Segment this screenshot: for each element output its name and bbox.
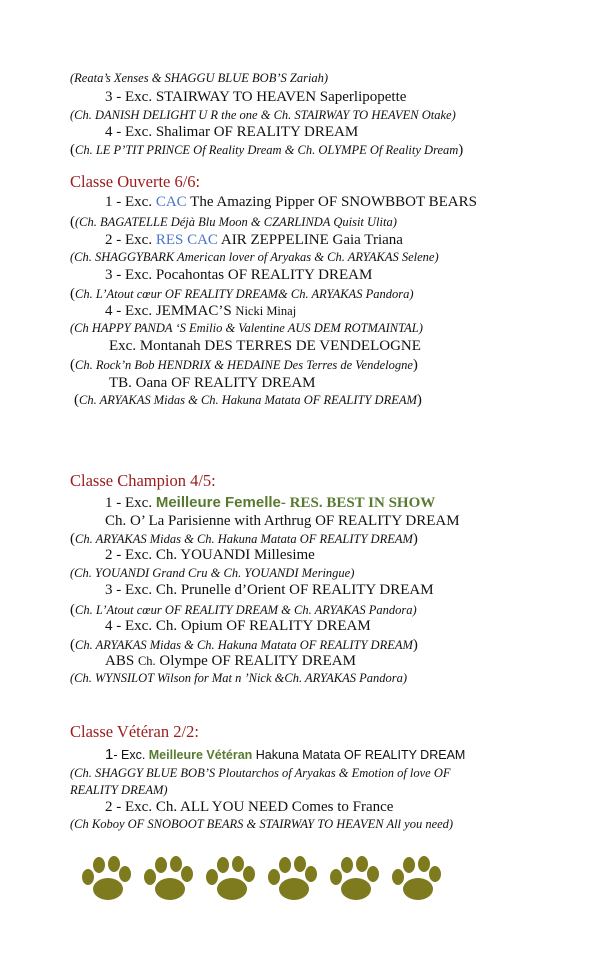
text-segment: ( [70, 602, 75, 618]
text-segment: 3 - Exc. Ch. Prunelle d’Orient OF REALITY DREAM [105, 582, 434, 598]
text-segment: ( [70, 142, 75, 158]
text-segment: 3 - Exc. Pocahontas OF REALITY DREAM [105, 267, 373, 283]
text-segment: Olympe OF REALITY DREAM [155, 653, 356, 669]
text-segment: RES. BEST IN SHOW [289, 495, 436, 511]
text-segment: Ch. [137, 654, 156, 668]
text-segment: Ch. L’Atout cœur OF REALITY DREAM& Ch. ARYAKAS Pandora) [75, 287, 414, 301]
parentage-line [70, 818, 453, 831]
entry-line [105, 233, 403, 248]
text-segment: Classe Champion 4/5: [70, 471, 216, 490]
parentage-line [70, 322, 423, 335]
text-segment: 4 - Exc. Ch. Opium OF REALITY DREAM [105, 618, 371, 634]
paw-print-row [72, 855, 444, 903]
text-segment: ( [70, 637, 75, 653]
entry-line [105, 654, 356, 669]
entry-line [105, 268, 372, 283]
text-segment: RES CAC [155, 232, 218, 248]
parentage-line [70, 603, 417, 618]
text-segment: 3 - Exc. STAIRWAY TO HEAVEN Saperlipopette [105, 89, 407, 105]
text-segment: ( [70, 286, 75, 302]
class-heading [70, 724, 199, 741]
text-segment: 2 - Exc. [105, 232, 156, 248]
parentage-line [70, 109, 456, 122]
entry-line [105, 90, 406, 105]
text-segment: Classe Ouverte 6/6: [70, 172, 201, 191]
text-segment: ) [412, 357, 418, 373]
parentage-line [70, 567, 354, 580]
text-segment: ( [74, 392, 79, 408]
text-segment: ) [412, 637, 418, 653]
parentage-line [74, 393, 422, 408]
text-segment: Meilleure Vétéran [148, 748, 253, 762]
entry-line [109, 376, 316, 391]
entry-line [105, 747, 465, 762]
text-segment: - Exc. [113, 748, 149, 762]
text-segment: 1 - Exc. [105, 495, 156, 511]
entry-line [105, 583, 434, 598]
parentage-line [70, 358, 418, 373]
text-segment: Nicki Minaj [235, 304, 297, 318]
entry-line [105, 195, 477, 210]
text-segment: ) [412, 531, 418, 547]
parentage-line [70, 215, 397, 230]
paw-prints [72, 855, 444, 903]
text-segment: CAC [155, 194, 187, 210]
parentage-line [70, 251, 439, 264]
text-segment: Ch. LE P’TIT PRINCE Of Reality Dream & Ch. OLYMPE Of Reality Dream [75, 143, 459, 157]
parentage-line [70, 784, 168, 797]
parentage-line [70, 532, 418, 547]
paw-print-icon [268, 856, 317, 900]
entry-line [105, 514, 460, 529]
text-segment: Classe Vétéran 2/2: [70, 722, 199, 741]
entry-line [105, 125, 358, 140]
text-segment: REALITY DREAM) [70, 783, 168, 797]
entry-line [105, 304, 296, 319]
text-segment: Hakuna Matata OF REALITY DREAM [252, 748, 466, 762]
class-heading [70, 174, 200, 191]
text-segment: (Ch. DANISH DELIGHT U R the one & Ch. STAIRWAY TO HEAVEN Otake) [70, 108, 456, 122]
text-segment: ) [416, 392, 422, 408]
text-segment: ( [70, 214, 75, 230]
parentage-line [70, 638, 418, 653]
text-segment: Meilleure Femelle [155, 494, 281, 511]
parentage-line [70, 72, 328, 85]
parentage-line [70, 672, 407, 685]
text-segment: Ch. ARYAKAS Midas & Ch. Hakuna Matata OF REALITY DREAM [75, 532, 413, 546]
paw-print-icon [392, 856, 441, 900]
text-segment: - [280, 495, 290, 511]
text-segment: 4 - Exc. Shalimar OF REALITY DREAM [105, 124, 359, 140]
class-heading [70, 473, 216, 490]
text-segment: (Ch HAPPY PANDA ‘S Emilio & Valentine AUS DEM ROTMAINTAL) [70, 321, 423, 335]
paw-print-icon [330, 856, 379, 900]
entry-line [105, 495, 435, 511]
entry-line [105, 548, 315, 563]
text-segment: Ch. ARYAKAS Midas & Ch. Hakuna Matata OF REALITY DREAM [79, 393, 417, 407]
entry-line [105, 619, 371, 634]
text-segment: 1 [105, 746, 114, 763]
text-segment: (Ch. SHAGGYBARK American lover of Aryakas & Ch. ARYAKAS Selene) [70, 250, 439, 264]
text-segment: Exc. Montanah DES TERRES DE VENDELOGNE [109, 338, 421, 354]
text-segment: (Ch. WYNSILOT Wilson for Mat n ’Nick &Ch. ARYAKAS Pandora) [70, 671, 407, 685]
text-segment: (Ch. YOUANDI Grand Cru & Ch. YOUANDI Meringue) [70, 566, 355, 580]
text-segment: 2 - Exc. Ch. ALL YOU NEED Comes to France [105, 799, 394, 815]
parentage-line [70, 767, 451, 780]
text-segment: 2 - Exc. Ch. YOUANDI Millesime [105, 547, 315, 563]
text-segment: (Ch. BAGATELLE Déjà Blu Moon & CZARLINDA Quisit Ulita) [75, 215, 397, 229]
parentage-line [70, 143, 463, 158]
entry-line [109, 339, 421, 354]
text-segment: (Ch Koboy OF SNOBOOT BEARS & STAIRWAY TO HEAVEN All you need) [70, 817, 454, 831]
entry-line [105, 800, 393, 815]
text-segment: (Ch. SHAGGY BLUE BOB’S Ploutarchos of Aryakas & Emotion of love OF [70, 766, 451, 780]
text-segment: ) [458, 142, 464, 158]
text-segment: The Amazing Pipper OF SNOWBBOT BEARS [186, 194, 477, 210]
text-segment: ( [70, 357, 75, 373]
text-segment: ( [70, 531, 75, 547]
paw-print-icon [82, 856, 131, 900]
text-segment: (Reata’s Xenses & SHAGGU BLUE BOB’S Zariah) [70, 71, 329, 85]
text-segment: Ch. O’ La Parisienne with Arthrug OF REALITY DREAM [105, 513, 460, 529]
text-segment: Ch. L’Atout cœur OF REALITY DREAM & Ch. ARYAKAS Pandora) [75, 603, 417, 617]
paw-print-icon [144, 856, 193, 900]
text-segment: 1 - Exc. [105, 194, 156, 210]
paw-print-icon [206, 856, 255, 900]
text-segment: AIR ZEPPELINE Gaia Triana [217, 232, 403, 248]
text-segment: Ch. ARYAKAS Midas & Ch. Hakuna Matata OF REALITY DREAM [75, 638, 413, 652]
parentage-line [70, 287, 413, 302]
text-segment: Ch. Rock’n Bob HENDRIX & HEDAINE Des Terres de Vendelogne [75, 358, 413, 372]
text-segment: TB. Oana OF REALITY DREAM [109, 375, 316, 391]
text-segment: ABS [105, 653, 138, 669]
text-segment: 4 - Exc. JEMMAC’S [105, 303, 236, 319]
